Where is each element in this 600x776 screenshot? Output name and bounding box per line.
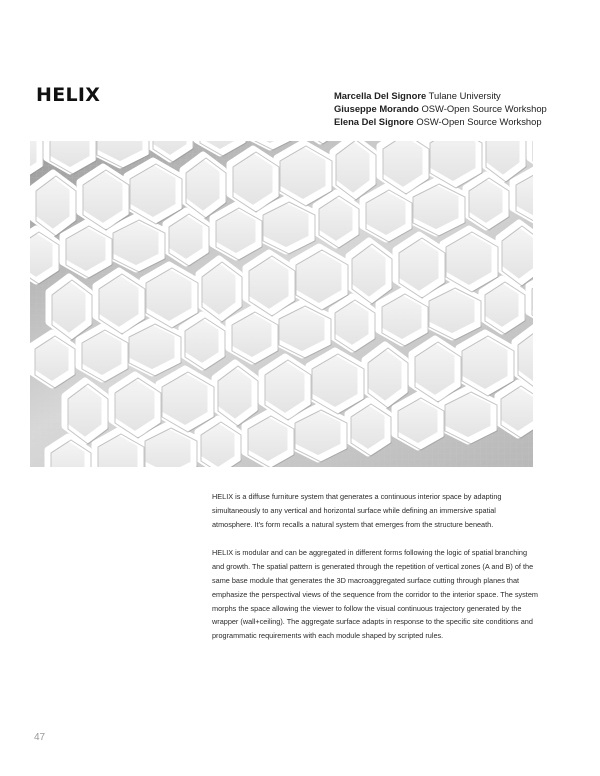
page-title: HELIX: [36, 84, 101, 106]
lattice-cell: [199, 259, 239, 319]
lattice-cell: [95, 431, 141, 467]
author-line: [334, 89, 547, 102]
lattice-cell: [380, 141, 426, 191]
author-affiliation: OSW-Open Source Workshop: [416, 116, 542, 127]
author-line: [334, 115, 547, 128]
author-name: Marcella Del Signore: [334, 90, 427, 101]
author-name: Elena Del Signore: [334, 116, 414, 127]
lattice-cell: [49, 277, 89, 337]
lattice-cell: [499, 223, 533, 283]
installation-photo: [30, 141, 533, 467]
lattice-cell: [215, 363, 255, 423]
lattice-cell: [198, 419, 238, 467]
author-name: Giuseppe Morando: [334, 103, 419, 114]
lattice-cell: [333, 141, 373, 197]
lattice-cell: [365, 345, 405, 405]
author-line: [334, 102, 547, 115]
lattice-cell: [183, 155, 223, 215]
body-text: [212, 490, 538, 658]
lattice-cell: [65, 381, 105, 441]
author-affiliation: Tulane University: [428, 90, 501, 101]
lattice-cell: [30, 229, 56, 281]
author-affiliation: OSW-Open Source Workshop: [421, 103, 547, 114]
paragraph: HELIX is a diffuse furniture system that generates a continuous interior space by adapting simultaneously to any vertical and horizontal surface while defining an immersive spatial atmosphere. It's form recalls a natural system that emerges from the structure beneath.: [212, 492, 502, 529]
page-number: 47: [34, 732, 46, 743]
lattice-cell: [349, 241, 389, 301]
paragraph: HELIX is modular and can be aggregated in different forms following the logic of spatial branching and growth. The spatial pattern is generated through the repetition of vertical zones (A and B) of the same base module that generates the 3D macroaggregated surface cutting through planes that emphasize the perspectival views of the sequence from the corridor to the interior space. The system morphs the space allowing the viewer to follow the visual continuous trajectory generated by the wrapper (wall+ceiling). The aggregate surface adapts in response to the specific site conditions and programmatic requirements with each module shaped by scripted rules.: [212, 548, 538, 641]
lattice-cell: [33, 173, 73, 233]
author-list: [334, 89, 547, 128]
